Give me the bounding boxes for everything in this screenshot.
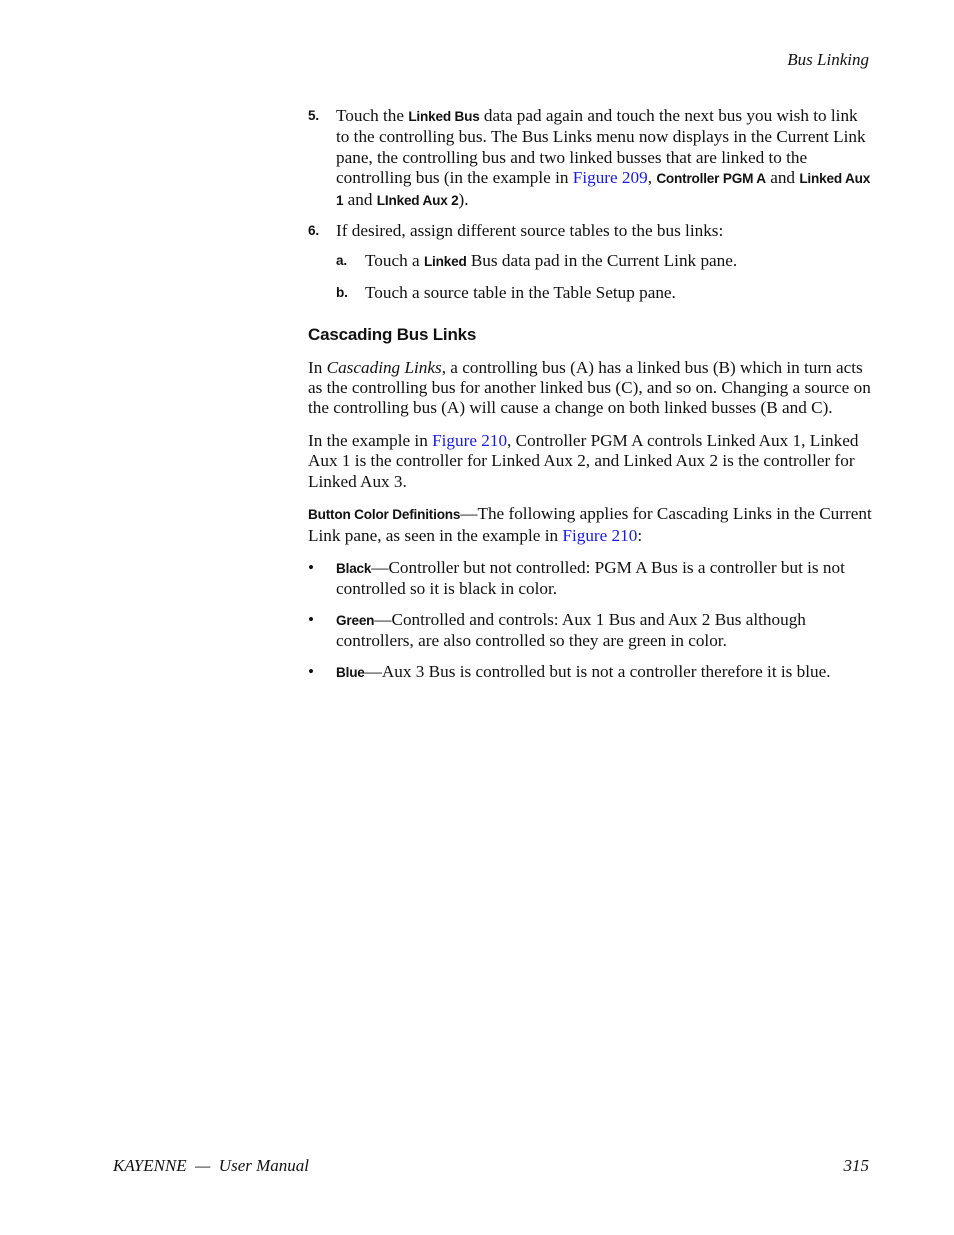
substep-b	[336, 283, 872, 303]
figure-210-link[interactable]: Figure 210	[432, 430, 508, 450]
text-run: Bus data pad in the Current Link pane.	[466, 251, 738, 271]
text-run: :	[637, 525, 643, 545]
text-run: , Controller PGM A controls Linked Aux 1, Linked Aux 1 is the controller for Linked Aux 2, and Linked Aux 2 is the controller for Linked Aux 3.	[308, 430, 859, 491]
ui-term: Controller PGM A	[656, 171, 766, 187]
paragraph-color-definitions	[308, 504, 872, 546]
text-run: —Aux 3 Bus is controlled but is not a controller therefore it is blue.	[364, 661, 831, 681]
text-run: In	[308, 357, 327, 377]
text-run: , a controlling bus (A) has a linked bus (B) which in turn acts as the controlling bus for another linked bus (C), and so on. Changing a source on the controlling bus (A) will cause a change on both linked busses (B and C).	[308, 357, 871, 418]
text-run: Touch a	[365, 251, 424, 271]
substep-a	[336, 251, 872, 272]
bullet-text	[336, 558, 872, 600]
run-in-heading: Button Color Definitions	[308, 507, 461, 523]
figure-209-link[interactable]: Figure 209	[572, 168, 648, 188]
step-text	[336, 106, 872, 211]
ui-term: Linked	[423, 254, 467, 270]
bullet-black	[308, 558, 872, 600]
footer-manual-title: KAYENNE — User Manual	[113, 1156, 309, 1175]
figure-210-link[interactable]: Figure 210	[562, 525, 638, 545]
running-header: Bus Linking	[787, 50, 869, 69]
color-term: Blue	[336, 664, 365, 680]
text-run: and	[765, 168, 800, 188]
section-heading: Cascading Bus Links	[308, 325, 477, 345]
bullet-dot: •	[308, 609, 315, 629]
text-run: —Controller but not controlled: PGM A Bus is a controller but is not controlled so it is black in color.	[336, 557, 845, 599]
italic-term: Cascading Links	[326, 357, 442, 377]
text-run: and	[343, 189, 377, 209]
step-6	[308, 221, 872, 241]
bullet-text	[336, 662, 831, 683]
text-run: In the example in	[308, 430, 433, 450]
step-text: If desired, assign different source tables to the bus links:	[336, 221, 724, 241]
ui-term: Linked Aux 1	[336, 171, 871, 208]
step-5	[308, 106, 872, 211]
text-run: ).	[458, 189, 469, 209]
bullet-green	[308, 610, 872, 652]
substep-text	[365, 251, 737, 272]
bullet-dot: •	[308, 661, 315, 681]
ui-term: Linked Bus	[408, 109, 480, 124]
paragraph-intro	[308, 358, 872, 419]
substep-text: Touch a source table in the Table Setup pane.	[365, 282, 676, 302]
text-run: ,	[647, 168, 657, 188]
step-number: 6.	[308, 223, 319, 239]
bullet-blue	[308, 662, 872, 683]
substep-letter: b.	[336, 284, 348, 300]
text-run: —Controlled and controls: Aux 1 Bus and Aux 2 Bus although controllers, are also controlled so they are green in color.	[336, 609, 806, 651]
paragraph-example	[308, 431, 872, 492]
step-number: 5.	[308, 108, 319, 123]
bullet-dot: •	[308, 557, 315, 577]
text-run: Touch the	[336, 106, 409, 125]
color-term: Green	[336, 612, 375, 628]
substep-letter: a.	[336, 253, 347, 269]
text-run: —The following applies for Cascading Links in the Current Link pane, as seen in the example in	[308, 504, 872, 545]
bullet-text	[336, 610, 872, 652]
page-content	[308, 106, 872, 693]
text-run: data pad again and touch the next bus you wish to link to the controlling bus. The Bus Links menu now displays in the Current Link pane, the controlling bus and two linked busses that are linked to the controlling bus (in the example in	[336, 106, 866, 188]
color-term: Black	[336, 560, 372, 576]
ui-term: LInked Aux 2	[376, 192, 459, 208]
page-number: 315	[843, 1156, 869, 1175]
